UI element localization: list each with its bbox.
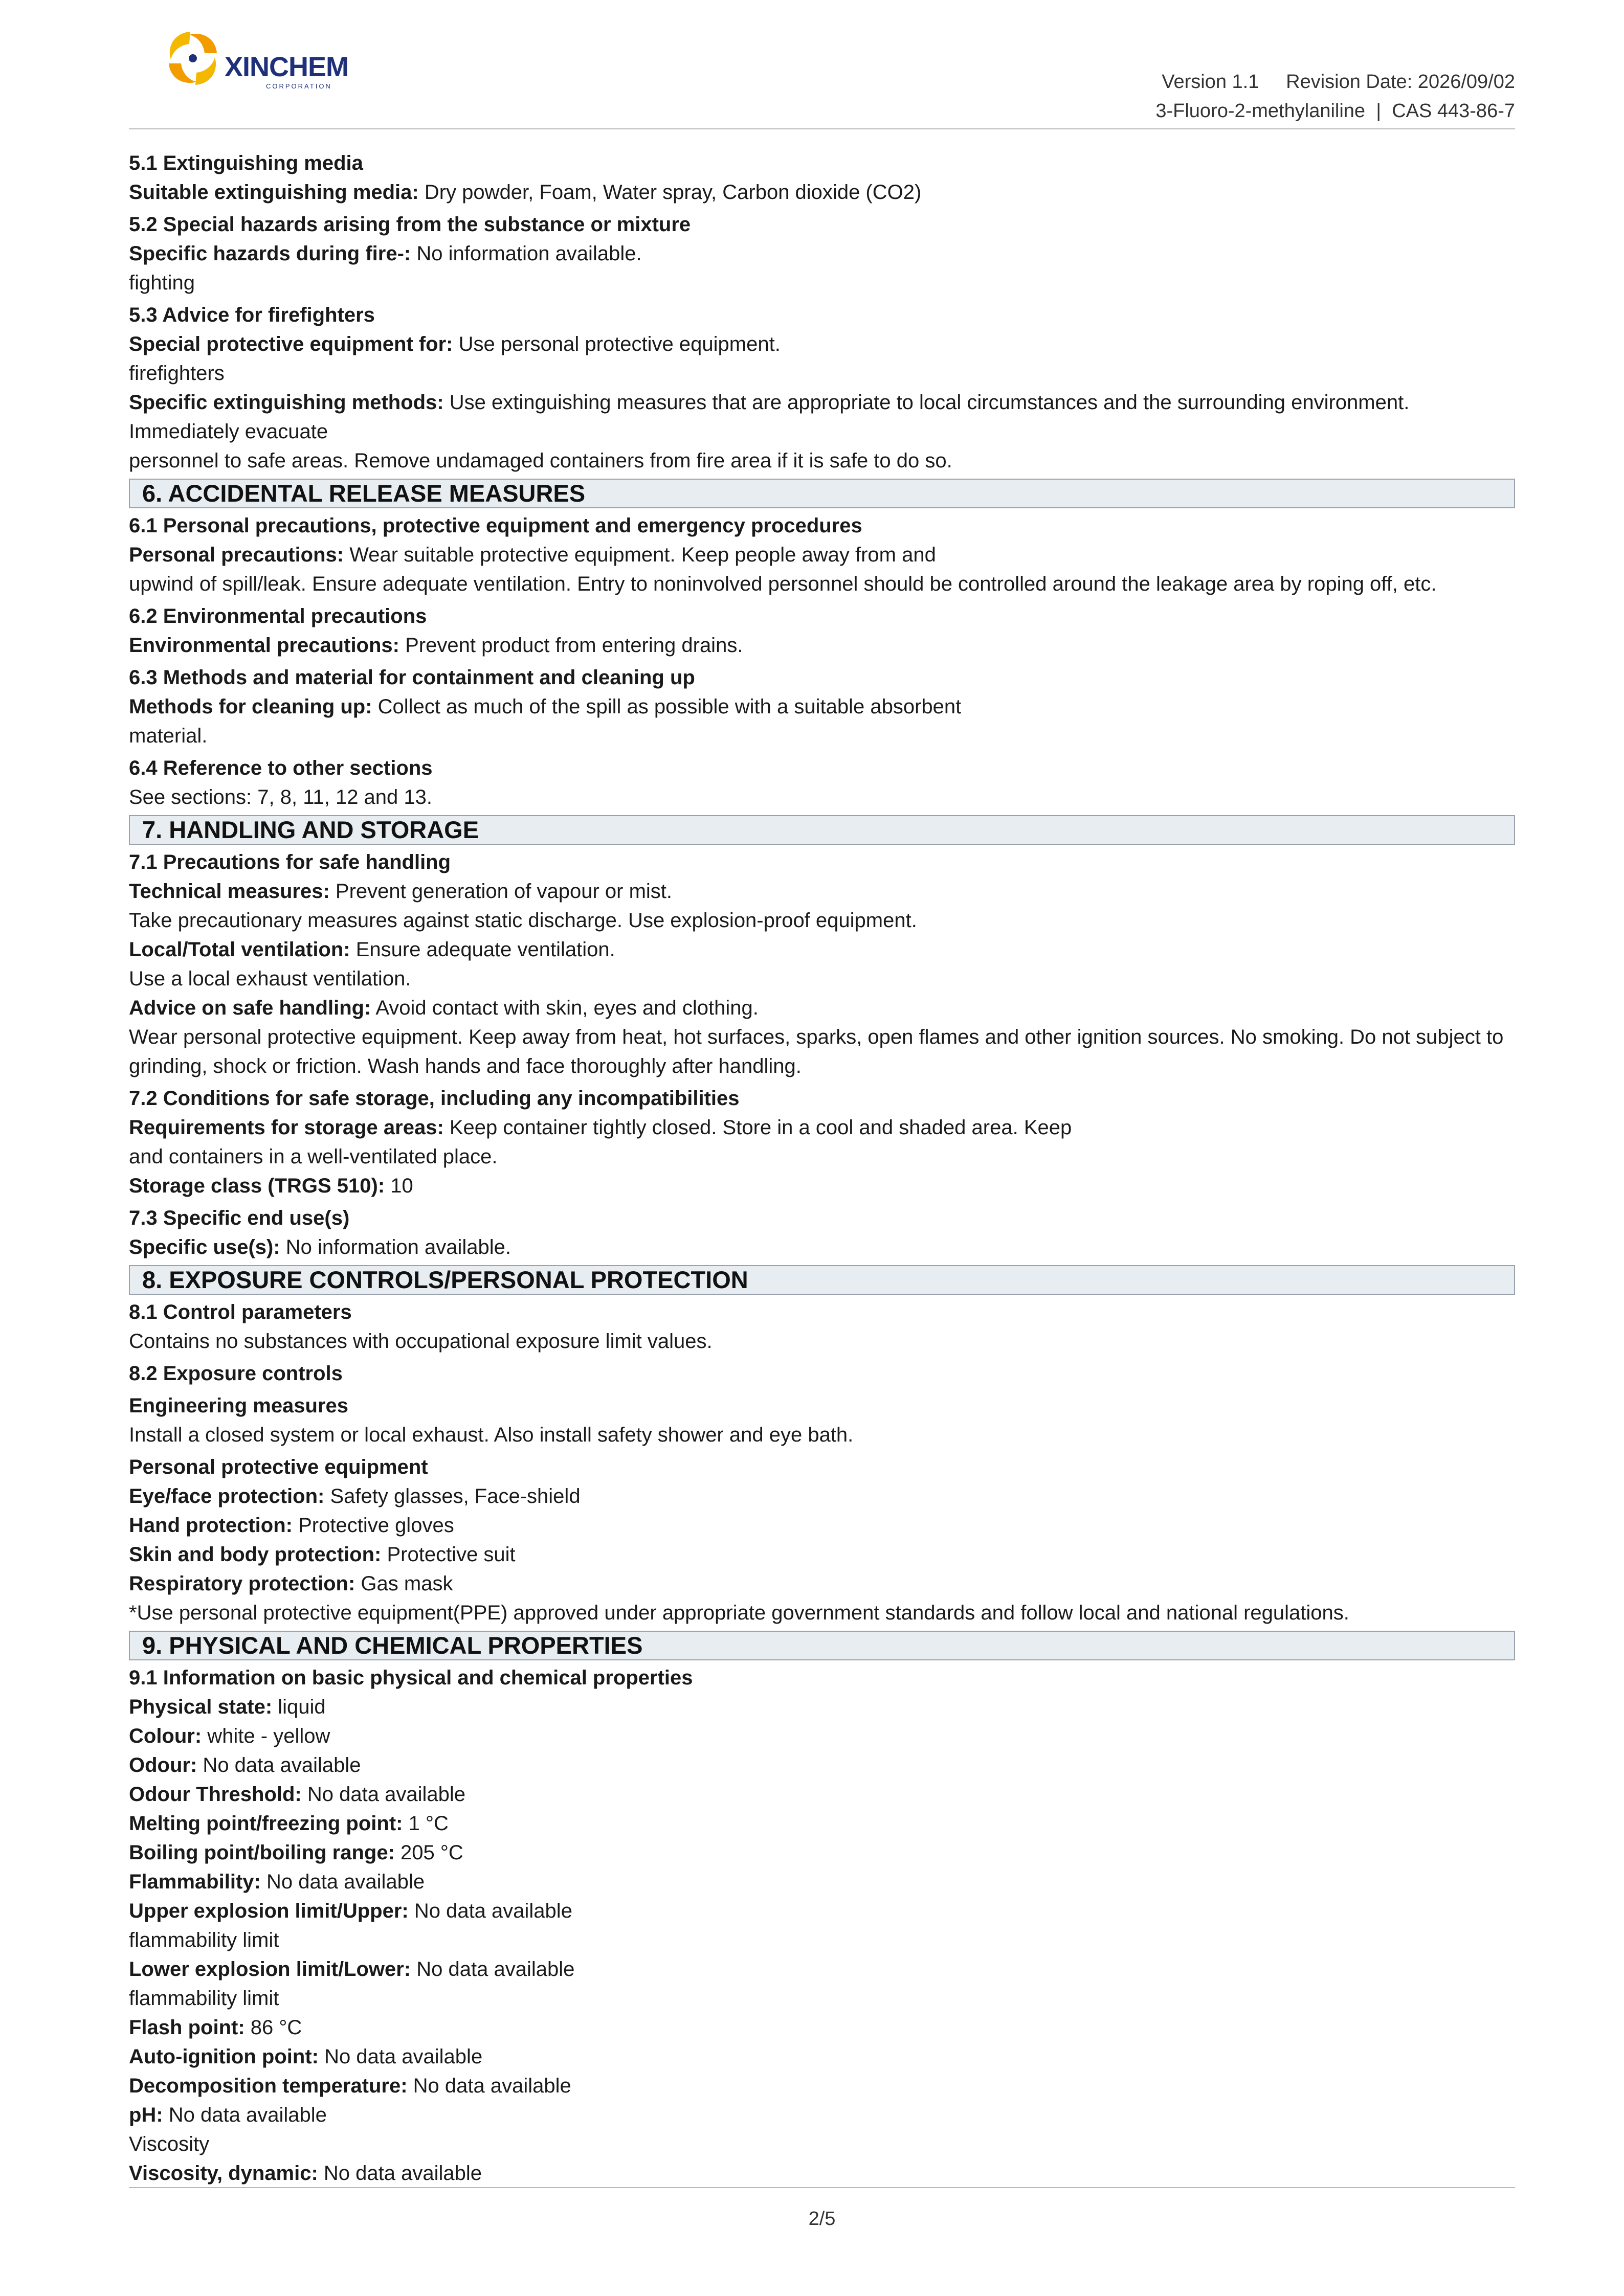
company-logo	[160, 26, 374, 107]
cas-number: CAS 443-86-7	[1392, 100, 1515, 122]
property-line: Odour: No data available	[129, 1754, 361, 1776]
subsection-heading: 8.1 Control parameters	[129, 1301, 352, 1323]
field-line: Suitable extinguishing media: Dry powder, Foam, Water spray, Carbon dioxide (CO2)	[129, 181, 922, 204]
property-line: Decomposition temperature: No data available	[129, 2075, 571, 2097]
page-number: 2/5	[808, 2208, 836, 2230]
subsection-heading: 6.4 Reference to other sections	[129, 757, 433, 779]
field-line: Specific extinguishing methods: Use extinguishing measures that are appropriate to local circumstances and the surrounding environment. Immediately evacuate	[129, 391, 1410, 443]
subsection-heading: 5.3 Advice for firefighters	[129, 304, 375, 326]
subsection-heading: 7.1 Precautions for safe handling	[129, 851, 451, 873]
property-line: Colour: white - yellow	[129, 1725, 330, 1747]
section-heading-7: 7. HANDLING AND STORAGE	[129, 815, 1515, 845]
subsection-heading: 5.1 Extinguishing media	[129, 152, 363, 174]
field-line: Eye/face protection: Safety glasses, Face-shield	[129, 1485, 581, 1507]
text-line: material.	[129, 725, 208, 747]
property-line: Viscosity, dynamic: No data available	[129, 2162, 482, 2185]
text-line: Take precautionary measures against static discharge. Use explosion-proof equipment.	[129, 909, 917, 932]
field-line: Technical measures: Prevent generation of vapour or mist.	[129, 880, 673, 903]
subsection-heading: 8.2 Exposure controls	[129, 1362, 343, 1385]
property-line: Boiling point/boiling range: 205 °C	[129, 1841, 463, 1864]
text-line: firefighters	[129, 362, 225, 385]
property-line: Viscosity	[129, 2133, 210, 2155]
text-line: fighting	[129, 272, 195, 294]
subsection-heading: Engineering measures	[129, 1394, 349, 1417]
subsection-heading: 7.2 Conditions for safe storage, including any incompatibilities	[129, 1087, 740, 1110]
revision-date: Revision Date: 2026/09/02	[1286, 71, 1515, 93]
section-heading-9: 9. PHYSICAL AND CHEMICAL PROPERTIES	[129, 1631, 1515, 1660]
property-line: Flammability: No data available	[129, 1871, 425, 1893]
section-heading-6: 6. ACCIDENTAL RELEASE MEASURES	[129, 479, 1515, 508]
property-list	[129, 1693, 1515, 2188]
text-line: and containers in a well-ventilated place.	[129, 1145, 498, 1168]
separator: |	[1376, 100, 1382, 122]
subsection-heading: 6.1 Personal precautions, protective equipment and emergency procedures	[129, 514, 862, 537]
document-meta	[1155, 67, 1515, 126]
logo-swirl-icon	[160, 26, 226, 92]
text-line: personnel to safe areas. Remove undamaged containers from fire area if it is safe to do so.	[129, 449, 952, 472]
property-line: Lower explosion limit/Lower: No data available	[129, 1958, 575, 1980]
text-line: Contains no substances with occupational exposure limit values.	[129, 1330, 713, 1353]
version: Version 1.1	[1162, 71, 1259, 93]
subsection-heading: Personal protective equipment	[129, 1456, 428, 1478]
text-line: Install a closed system or local exhaust. Also install safety shower and eye bath.	[129, 1424, 854, 1446]
logo-wordmark: XINCHEM	[225, 52, 349, 82]
page-header	[129, 20, 1515, 128]
field-line: Requirements for storage areas: Keep container tightly closed. Store in a cool and shaded area. Keep	[129, 1116, 1072, 1139]
field-line: Skin and body protection: Protective suit	[129, 1543, 516, 1566]
property-line: Odour Threshold: No data available	[129, 1783, 465, 1806]
property-line: Auto-ignition point: No data available	[129, 2045, 483, 2068]
property-line: flammability limit	[129, 1987, 279, 2010]
subsection-heading: 9.1 Information on basic physical and chemical properties	[129, 1667, 693, 1689]
property-line: Upper explosion limit/Upper: No data available	[129, 1900, 572, 1922]
field-line: Methods for cleaning up: Collect as much of the spill as possible with a suitable absorbent	[129, 695, 962, 718]
subsection-heading: 6.2 Environmental precautions	[129, 605, 427, 627]
subsection-heading: 5.2 Special hazards arising from the substance or mixture	[129, 213, 691, 236]
product-name: 3-Fluoro-2-methylaniline	[1155, 100, 1366, 122]
field-line: Personal precautions: Wear suitable protective equipment. Keep people away from and	[129, 544, 936, 566]
subsection-heading: 6.3 Methods and material for containment and cleaning up	[129, 666, 695, 689]
section-heading-8: 8. EXPOSURE CONTROLS/PERSONAL PROTECTION	[129, 1265, 1515, 1295]
field-line: Specific use(s): No information available.	[129, 1236, 511, 1258]
property-line: pH: No data available	[129, 2104, 327, 2126]
property-line: Flash point: 86 °C	[129, 2016, 302, 2039]
footer-rule	[129, 2187, 1515, 2188]
header-rule	[129, 128, 1515, 129]
text-line: upwind of spill/leak. Ensure adequate ventilation. Entry to noninvolved personnel should be controlled around the leakage area by roping off, etc.	[129, 573, 1437, 595]
field-line: Hand protection: Protective gloves	[129, 1514, 454, 1537]
field-line: Storage class (TRGS 510): 10	[129, 1175, 413, 1197]
text-line: Use a local exhaust ventilation.	[129, 967, 411, 990]
property-line: Melting point/freezing point: 1 °C	[129, 1812, 449, 1835]
logo-subtitle: CORPORATION	[266, 82, 332, 90]
field-line: Special protective equipment for: Use personal protective equipment.	[129, 333, 781, 355]
field-line: Local/Total ventilation: Ensure adequate ventilation.	[129, 938, 615, 961]
property-line: Physical state: liquid	[129, 1696, 326, 1718]
field-line: Specific hazards during fire-: No information available.	[129, 242, 642, 265]
field-line: Respiratory protection: Gas mask	[129, 1572, 453, 1595]
text-line: Wear personal protective equipment. Keep away from heat, hot surfaces, sparks, open flames and other ignition sources. No smoking. Do not subject to grinding, shock or friction. Wash hands and face thoroughly after handling.	[129, 1026, 1504, 1077]
document-page	[129, 0, 1515, 2296]
property-line: flammability limit	[129, 1929, 279, 1951]
text-line: See sections: 7, 8, 11, 12 and 13.	[129, 786, 433, 808]
sds-content	[129, 146, 1515, 2188]
text-line: *Use personal protective equipment(PPE) approved under appropriate government standards and follow local and national regulations.	[129, 1602, 1349, 1624]
field-line: Advice on safe handling: Avoid contact with skin, eyes and clothing.	[129, 997, 759, 1019]
subsection-heading: 7.3 Specific end use(s)	[129, 1207, 350, 1229]
field-line: Environmental precautions: Prevent product from entering drains.	[129, 634, 743, 657]
